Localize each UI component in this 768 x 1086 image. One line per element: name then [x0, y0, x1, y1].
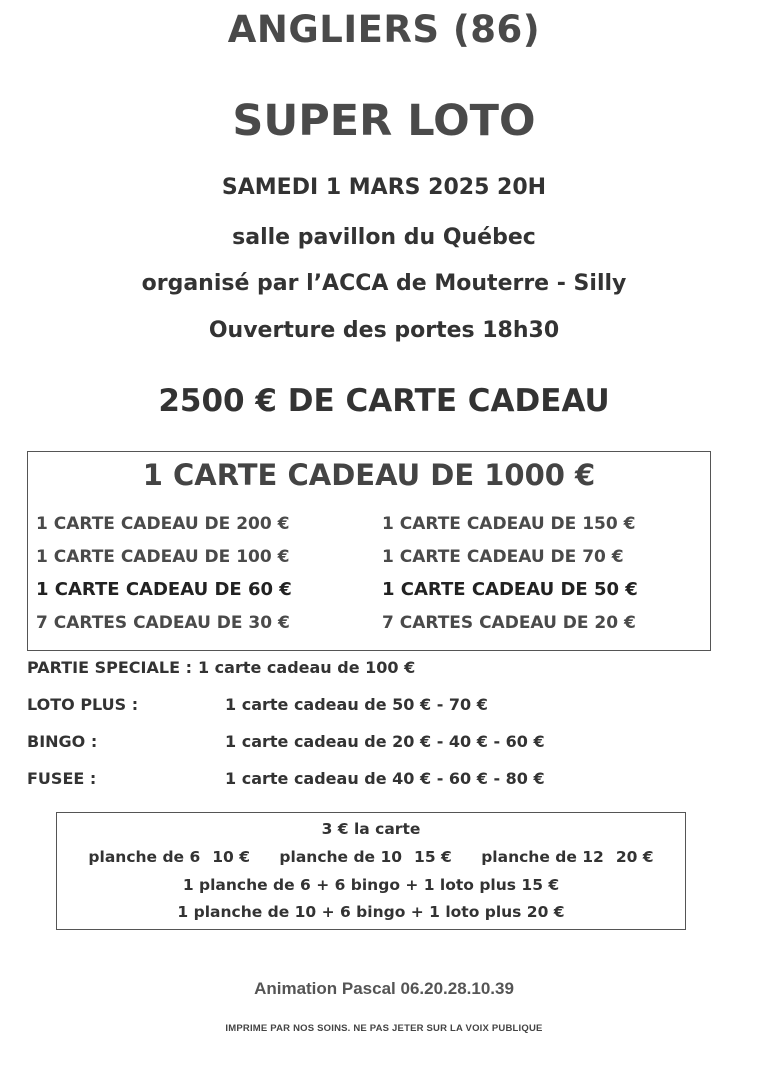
board-price-10 [279, 848, 451, 866]
bingo-value: 1 carte cadeau de 20 € - 40 € - 60 € [225, 732, 545, 751]
fusee-value: 1 carte cadeau de 40 € - 60 € - 80 € [225, 769, 545, 788]
board-price-12 [481, 848, 653, 866]
prize-item: 1 CARTE CADEAU DE 150 € [382, 514, 636, 534]
event-date: SAMEDI 1 MARS 2025 20H [221, 175, 547, 200]
combo-offer-2: 1 planche de 10 + 6 bingo + 1 loto plus 20 € [177, 903, 565, 921]
event-title: SUPER LOTO [232, 96, 536, 146]
doors-opening: Ouverture des portes 18h30 [208, 318, 560, 343]
bingo-label: BINGO : [27, 732, 98, 751]
animation-contact: Animation Pascal 06.20.28.10.39 [254, 979, 514, 998]
board-price-6 [88, 848, 250, 866]
board-name: planche de 10 [279, 848, 403, 866]
prize-list-box [27, 451, 711, 651]
prize-grid [36, 510, 704, 637]
board-name: planche de 6 [88, 848, 201, 866]
event-organizer: organisé par l’ACCA de Mouterre - Silly [141, 271, 627, 296]
price-per-card: 3 € la carte [321, 820, 421, 838]
prize-item: 1 CARTE CADEAU DE 70 € [382, 547, 624, 567]
loto-plus-label: LOTO PLUS : [27, 695, 139, 714]
town-title: ANGLIERS (86) [227, 8, 541, 51]
prize-item: 1 CARTE CADEAU DE 200 € [36, 514, 290, 534]
prize-item: 1 CARTE CADEAU DE 100 € [36, 547, 290, 567]
prize-item: 1 CARTE CADEAU DE 60 € [36, 579, 292, 600]
event-venue: salle pavillon du Québec [232, 225, 536, 250]
special-game-value: 1 carte cadeau de 100 € [197, 658, 416, 677]
special-game-row [27, 655, 727, 681]
board-name: planche de 12 [481, 848, 604, 866]
board-prices [57, 848, 685, 866]
fusee-row [27, 766, 727, 792]
loto-plus-row [27, 692, 727, 718]
prize-item: 7 CARTES CADEAU DE 20 € [382, 613, 636, 633]
total-prize-headline: 2500 € DE CARTE CADEAU [158, 383, 610, 419]
board-price: 20 € [615, 848, 654, 866]
prize-item: 7 CARTES CADEAU DE 30 € [36, 613, 290, 633]
board-price: 10 € [212, 848, 251, 866]
bingo-row [27, 729, 727, 755]
main-prize: 1 CARTE CADEAU DE 1000 € [142, 458, 596, 492]
board-price: 15 € [414, 848, 452, 866]
pricing-box [56, 812, 686, 930]
combo-offer-1: 1 planche de 6 + 6 bingo + 1 loto plus 15 € [182, 876, 560, 894]
special-game-label: PARTIE SPECIALE : [27, 658, 192, 677]
loto-plus-value: 1 carte cadeau de 50 € - 70 € [225, 695, 488, 714]
prize-item: 1 CARTE CADEAU DE 50 € [382, 579, 638, 600]
footer-notice: IMPRIME PAR NOS SOINS. NE PAS JETER SUR LA VOIX PUBLIQUE [225, 1023, 543, 1034]
fusee-label: FUSEE : [27, 769, 97, 788]
